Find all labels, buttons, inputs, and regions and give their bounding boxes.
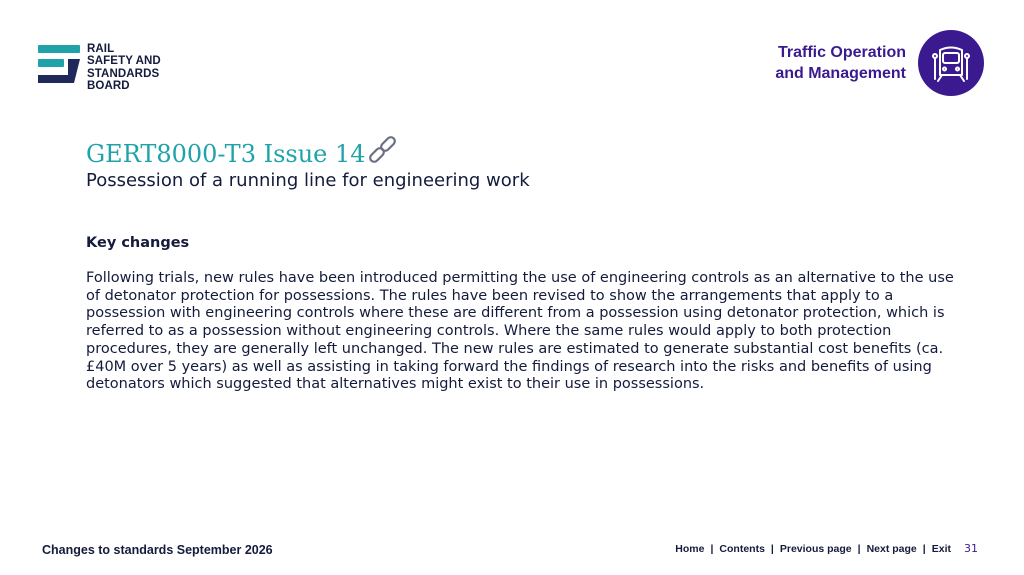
document-title (86, 140, 400, 168)
contents-link[interactable]: Contents (719, 543, 765, 555)
category-badge (775, 30, 984, 96)
exit-link[interactable]: Exit (931, 543, 951, 555)
rssb-logo (38, 43, 178, 99)
rssb-logo-mark-icon (38, 45, 80, 83)
nav-separator: | (770, 543, 774, 555)
footer-publication-label: Changes to standards September 2026 (42, 543, 273, 557)
logo-text (87, 43, 161, 93)
footer-navigation (675, 543, 951, 555)
category-label (775, 42, 906, 84)
nav-separator: | (710, 543, 714, 555)
page-number: 31 (964, 542, 978, 555)
logo-line: SAFETY AND (87, 55, 161, 68)
category-label-line1: Traffic Operation (777, 44, 906, 61)
link-icon[interactable] (366, 134, 400, 168)
next-page-link[interactable]: Next page (866, 543, 917, 555)
train-front-icon (918, 30, 984, 96)
section-heading: Key changes (86, 235, 190, 251)
category-label-line2: and Management (775, 65, 906, 82)
body-paragraph: Following trials, new rules have been introduced permitting the use of engineering controls as an alternative to the use of detonator protection for possessions. The rules have been revised to show the arrangements that apply to a possession with engineering controls where these are different from a possession using detonator protection, which is referred to as a possession without engineering controls. Where the same rules would apply to both protection procedures, they are generally left unchanged. The new rules are estimated to generate substantial cost benefits (ca. £40M over 5 years) as well as assisting in taking forward the findings of research into the risks and benefits of using detonators which suggested that alternatives might exist to their use in possessions. (86, 270, 954, 393)
logo-line: BOARD (87, 80, 130, 93)
document-title-text: GERT8000-T3 Issue 14 (86, 140, 366, 168)
nav-separator: | (857, 543, 861, 555)
home-link[interactable]: Home (675, 543, 705, 555)
previous-page-link[interactable]: Previous page (779, 543, 852, 555)
logo-line: RAIL (87, 43, 115, 55)
document-subtitle: Possession of a running line for engineering work (86, 170, 530, 191)
logo-line: STANDARDS (87, 67, 160, 80)
nav-separator: | (922, 543, 926, 555)
